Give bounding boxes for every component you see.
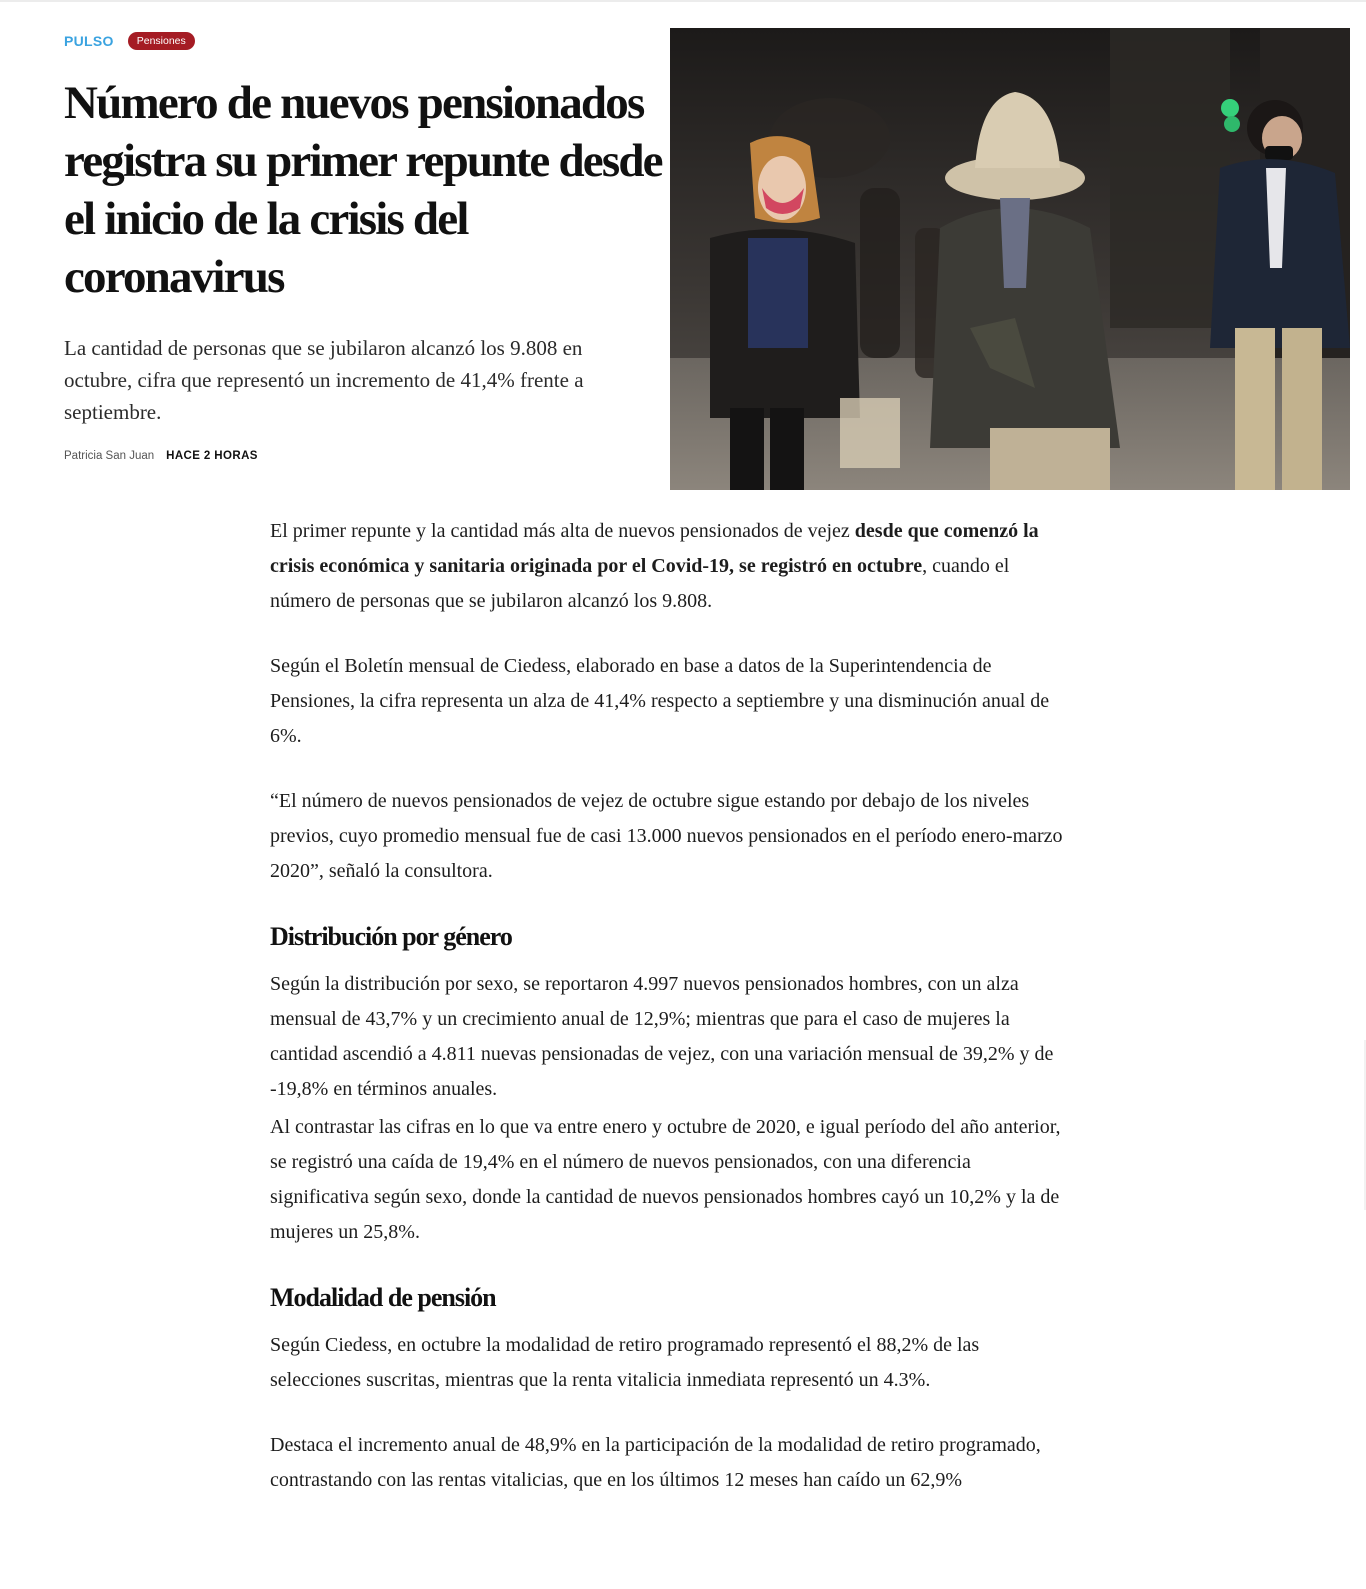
section-link[interactable]: PULSO	[64, 33, 114, 49]
paragraph-1	[270, 514, 1070, 619]
author-link[interactable]: Patricia San Juan	[64, 450, 155, 462]
subheading-modality: Modalidad de pensión	[270, 1283, 496, 1312]
top-border	[0, 0, 1366, 2]
article-header	[64, 30, 664, 462]
byline	[64, 450, 664, 462]
hero-photo	[670, 28, 1350, 490]
lead-paragraph: La cantidad de personas que se jubilaron alcanzó los 9.808 en octubre, cifra que representó un incremento de 41,4% frente a septiembre.	[64, 336, 584, 424]
paragraph-5: Al contrastar las cifras en lo que va entre enero y octubre de 2020, e igual período del año anterior, se registró una caída de 19,4% en el número de nuevos pensionados, con una diferencia significativa según sexo, donde la cantidad de nuevos pensionados hombres cayó un 10,2% y la de mujeres un 25,8%.	[270, 1116, 1061, 1243]
hero-image	[670, 28, 1350, 490]
paragraph-1-text-start: El primer repunte y la cantidad más alta de nuevos pensionados de vejez	[270, 520, 855, 542]
article-body	[270, 514, 1070, 1528]
paragraph-1-text-end: , cuando el número de personas que se jubilaron alcanzó los 9.808.	[270, 555, 1010, 612]
paragraph-2: Según el Boletín mensual de Ciedess, elaborado en base a datos de la Superintendencia de Pensiones, la cifra representa un alza de 41,4% respecto a septiembre y una disminución anual de 6%.	[270, 655, 1050, 747]
paragraph-3: “El número de nuevos pensionados de vejez de octubre sigue estando por debajo de los niveles previos, cuyo promedio mensual fue de casi 13.000 nuevos pensionados en el período enero-marzo 2020”, señaló la consultora.	[270, 790, 1063, 882]
paragraph-1-bold: desde que comenzó la crisis económica y sanitaria originada por el Covid-19, se registró en octubre	[270, 520, 1039, 577]
timestamp: HACE 2 HORAS	[166, 450, 258, 462]
headline: Número de nuevos pensionados registra su primer repunte desde el inicio de la crisis del coronavirus	[64, 77, 662, 303]
paragraph-7: Destaca el incremento anual de 48,9% en la participación de la modalidad de retiro programado, contrastando con las rentas vitalicias, que en los últimos 12 meses han caído un 62,9%	[270, 1434, 1041, 1491]
subheading-gender: Distribución por género	[270, 922, 512, 951]
kicker	[64, 30, 664, 52]
paragraph-4: Según la distribución por sexo, se reportaron 4.997 nuevos pensionados hombres, con un alza mensual de 43,7% y un crecimiento anual de 12,9%; mientras que para el caso de mujeres la cantidad ascendió a 4.811 nuevas pensionadas de vejez, con una variación mensual de 39,2% y de -19,8% en términos anuales.	[270, 973, 1054, 1100]
paragraph-6: Según Ciedess, en octubre la modalidad de retiro programado representó el 88,2% de las selecciones suscritas, mientras que la renta vitalicia inmediata representó un 4.3%.	[270, 1334, 980, 1391]
tag-badge[interactable]: Pensiones	[128, 32, 195, 51]
